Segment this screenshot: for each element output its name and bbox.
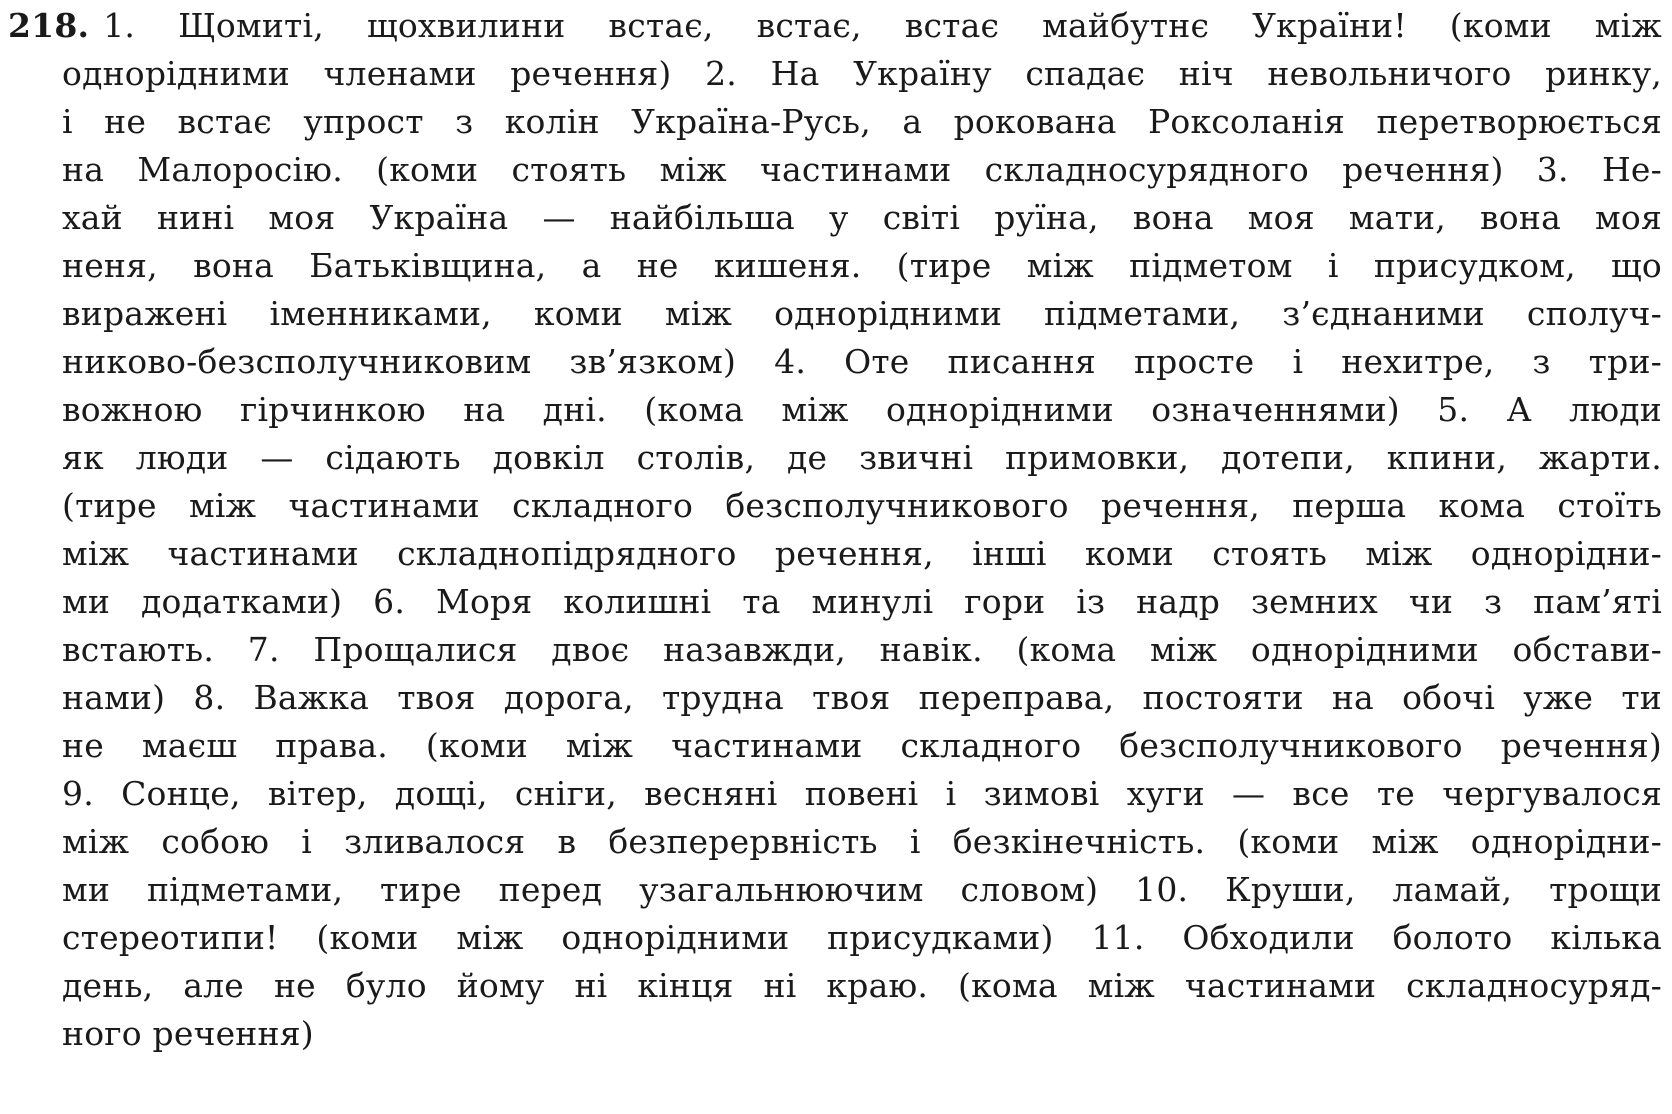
text-line-8: никово-безсполучниковим зв’язком) 4. Оте писання просте і нехитре, з три-	[62, 342, 1662, 381]
text-line-17: 9. Сонце, вітер, дощі, сніги, весняні повені і зимові хуги — все те чергувалося	[62, 774, 1662, 813]
text-line-9: вожною гірчинкою на дні. (кома між однорідними означеннями) 5. А люди	[62, 390, 1662, 429]
line-text: 1. Щомиті, щохвилини встає, встає, встає майбутнє України! (коми між	[103, 6, 1662, 45]
text-line-13: ми додатками) 6. Моря колишні та минулі гори із надр земних чи з пам’яті	[62, 582, 1662, 621]
text-line-11: (тире між частинами складного безсполучникового речення, перша кома стоїть	[62, 486, 1662, 525]
text-line-15: нами) 8. Важка твоя дорога, трудна твоя переправа, постояти на обочі уже ти	[62, 678, 1662, 717]
text-line-19: ми підметами, тире перед узагальнюючим словом) 10. Круши, ламай, трощи	[62, 870, 1662, 909]
text-line-20: стереотипи! (коми між однорідними присудками) 11. Обходили болото кілька	[62, 918, 1662, 957]
text-line-1	[8, 2, 1662, 50]
text-line-5: хай нині моя Україна — найбільша у світі руїна, вона моя мати, вона моя	[62, 198, 1662, 237]
text-line-3: і не встає упрост з колін Україна-Русь, а рокована Роксоланія перетворюється	[62, 102, 1662, 141]
text-line-10: як люди — сідають довкіл столів, де звичні примовки, дотепи, кпини, жарти.	[62, 438, 1662, 477]
text-line-18: між собою і зливалося в безперервність і безкінечність. (коми між однорідни-	[62, 822, 1662, 861]
text-line-22: ного речення)	[62, 1014, 314, 1053]
exercise-number: 218.	[8, 6, 90, 45]
text-line-16: не маєш права. (коми між частинами складного безсполучникового речення)	[62, 726, 1662, 765]
text-line-6: неня, вона Батьківщина, а не кишеня. (тире між підметом і присудком, що	[62, 246, 1662, 285]
text-line-4: на Малоросію. (коми стоять між частинами складносурядного речення) 3. Не-	[62, 150, 1662, 189]
text-line-2: однорідними членами речення) 2. На Україну спадає ніч невольничого ринку,	[62, 54, 1662, 93]
text-line-14: встають. 7. Прощалися двоє назавжди, навік. (кома між однорідними обстави-	[62, 630, 1662, 669]
text-line-12: між частинами складнопідрядного речення, інші коми стоять між однорідни-	[62, 534, 1662, 573]
text-line-21: день, але не було йому ні кінця ні краю. (кома між частинами складносуряд-	[62, 966, 1662, 1005]
text-line-7: виражені іменниками, коми між однорідними підметами, з’єднаними сполуч-	[62, 294, 1662, 333]
